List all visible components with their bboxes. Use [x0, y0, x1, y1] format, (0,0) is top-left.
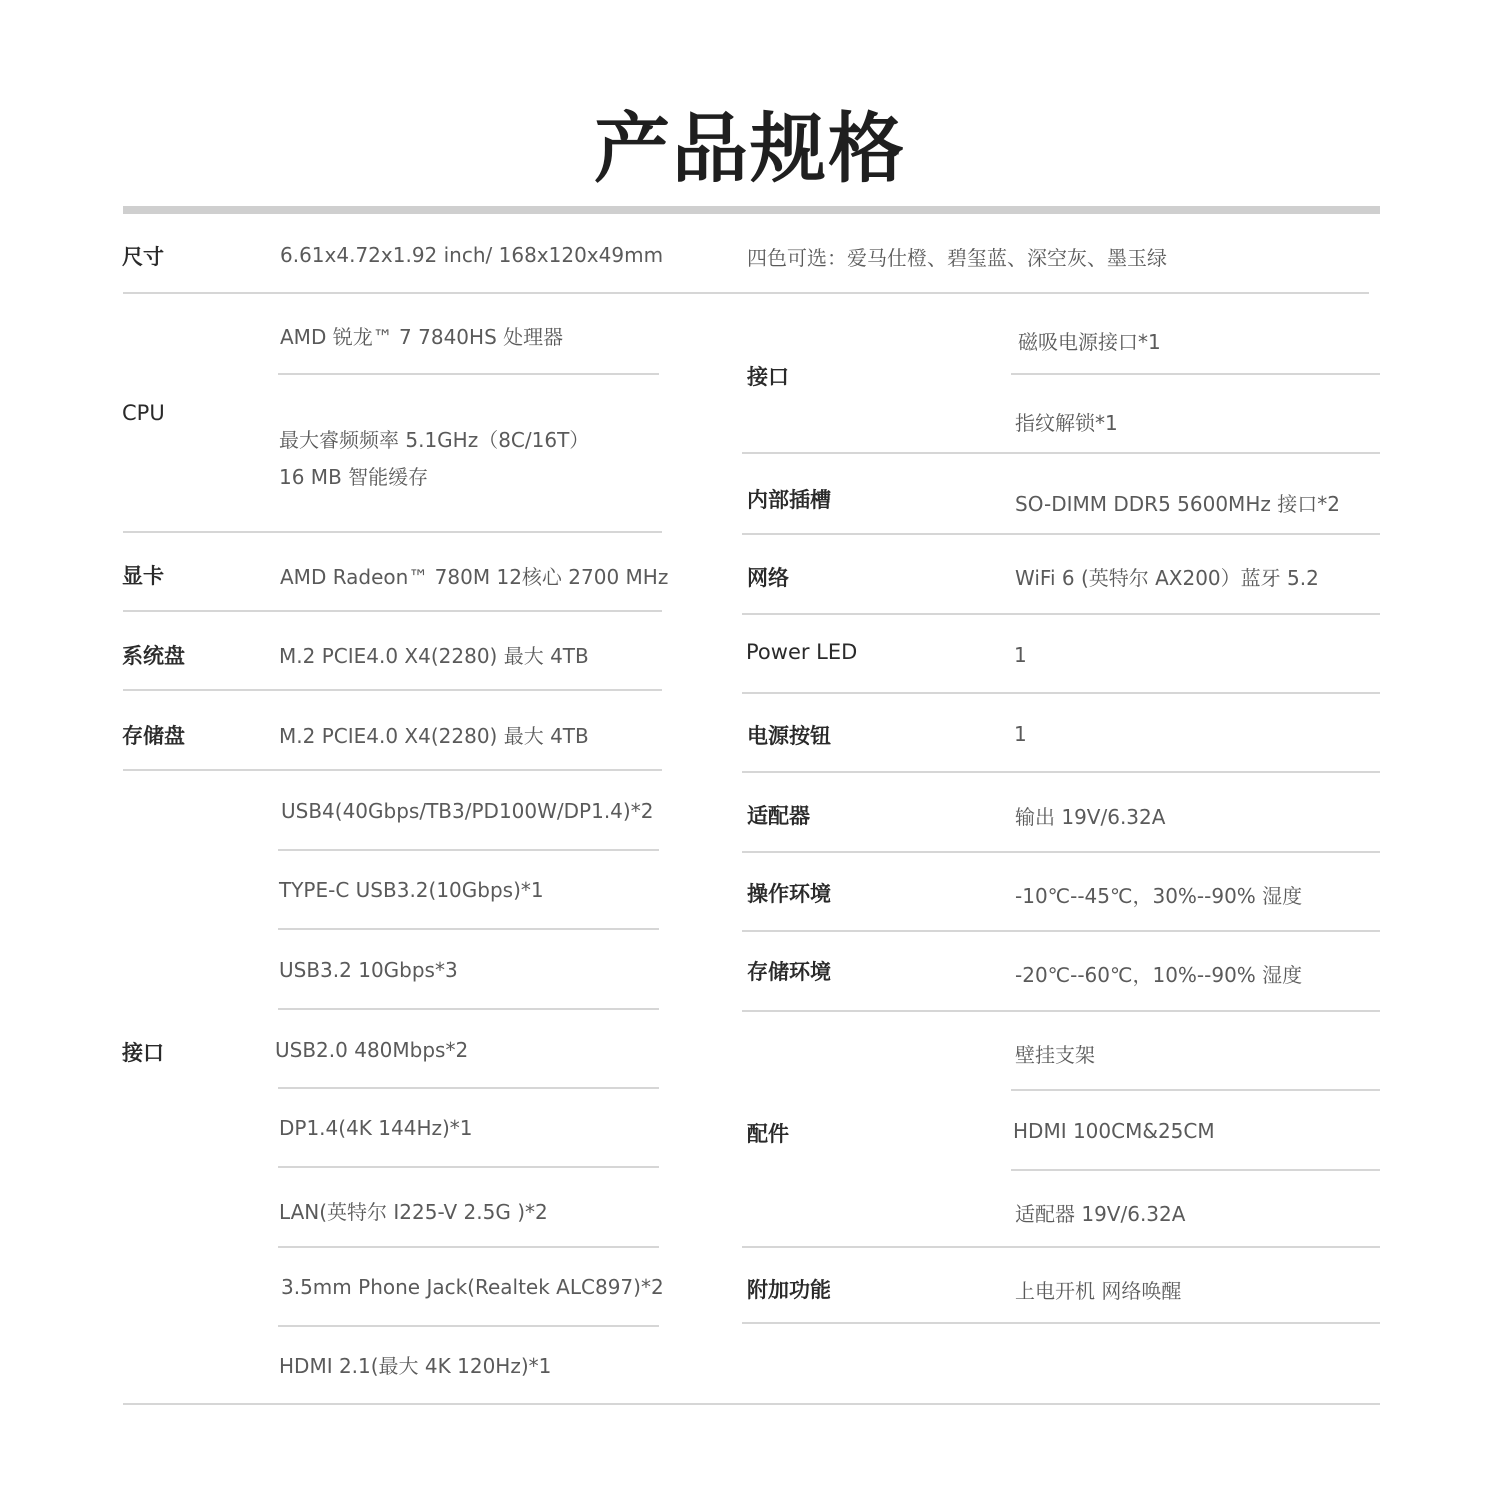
row-divider [742, 533, 1380, 535]
port-right-item: 指纹解锁*1 [1015, 411, 1118, 435]
title-divider [123, 206, 1380, 214]
system-disk-label: 系统盘 [122, 644, 185, 668]
ports-label: 接口 [122, 1041, 164, 1065]
power-led-value: 1 [1014, 643, 1027, 667]
port-item: HDMI 2.1(最大 4K 120Hz)*1 [279, 1354, 552, 1378]
accessories-label: 配件 [747, 1122, 789, 1146]
slots-value: SO-DIMM DDR5 5600MHz 接口*2 [1015, 492, 1340, 516]
storage-env-value: -20℃--60℃，10%--90% 湿度 [1015, 963, 1303, 987]
cpu-model: AMD 锐龙™ 7 7840HS 处理器 [280, 325, 564, 349]
row-divider [742, 452, 1380, 454]
row-divider [278, 928, 659, 930]
network-label: 网络 [747, 566, 789, 590]
row-divider [278, 1166, 659, 1168]
row-divider [742, 613, 1380, 615]
bottom-divider [123, 1403, 1380, 1405]
accessory-item: 壁挂支架 [1015, 1043, 1095, 1067]
power-button-label: 电源按钮 [747, 724, 831, 748]
page-title: 产品规格 [594, 104, 906, 193]
extra-features-label: 附加功能 [747, 1278, 831, 1302]
row-divider [278, 1008, 659, 1010]
ports-right-label: 接口 [747, 365, 789, 389]
row-divider [742, 930, 1380, 932]
adapter-value: 输出 19V/6.32A [1015, 805, 1166, 829]
gpu-label: 显卡 [122, 564, 164, 588]
accessory-item: HDMI 100CM&25CM [1013, 1119, 1215, 1143]
port-item: USB3.2 10Gbps*3 [279, 958, 458, 982]
color-options: 四色可选：爱马仕橙、碧玺蓝、深空灰、墨玉绿 [747, 246, 1167, 270]
size-value: 6.61x4.72x1.92 inch/ 168x120x49mm [280, 243, 664, 267]
cpu-label: CPU [122, 401, 165, 425]
operating-env-value: -10℃--45℃，30%--90% 湿度 [1015, 884, 1303, 908]
row-divider [742, 1246, 1380, 1248]
row-divider [123, 689, 662, 691]
row-divider [742, 692, 1380, 694]
power-led-label: Power LED [746, 640, 858, 664]
port-right-item: 磁吸电源接口*1 [1018, 330, 1161, 354]
row-divider [123, 531, 662, 533]
system-disk-value: M.2 PCIE4.0 X4(2280) 最大 4TB [279, 644, 589, 668]
row-divider [742, 1322, 1380, 1324]
row-divider [278, 1087, 659, 1089]
operating-env-label: 操作环境 [747, 882, 831, 906]
row-divider [1011, 373, 1380, 375]
port-item: TYPE-C USB3.2(10Gbps)*1 [279, 878, 544, 902]
row-divider [1011, 1089, 1380, 1091]
storage-disk-value: M.2 PCIE4.0 X4(2280) 最大 4TB [279, 724, 589, 748]
row-divider [742, 851, 1380, 853]
cpu-cache: 16 MB 智能缓存 [279, 465, 429, 489]
row-divider [123, 610, 662, 612]
power-button-value: 1 [1014, 722, 1027, 746]
row-divider [278, 849, 659, 851]
row-divider [278, 373, 659, 375]
port-item: LAN(英特尔 I225-V 2.5G )*2 [279, 1200, 548, 1224]
adapter-label: 适配器 [747, 804, 810, 828]
row-divider [123, 769, 662, 771]
storage-env-label: 存储环境 [747, 960, 831, 984]
port-item: 3.5mm Phone Jack(Realtek ALC897)*2 [281, 1275, 664, 1299]
row-divider [278, 1246, 659, 1248]
size-label: 尺寸 [122, 245, 164, 269]
gpu-value: AMD Radeon™ 780M 12核心 2700 MHz [280, 565, 669, 589]
network-value: WiFi 6 (英特尔 AX200）蓝牙 5.2 [1015, 566, 1319, 590]
storage-disk-label: 存储盘 [122, 724, 185, 748]
row-divider [278, 1325, 659, 1327]
slots-label: 内部插槽 [747, 488, 831, 512]
row-divider [123, 292, 1369, 294]
port-item: DP1.4(4K 144Hz)*1 [279, 1116, 473, 1140]
accessory-item: 适配器 19V/6.32A [1015, 1202, 1186, 1226]
port-item: USB2.0 480Mbps*2 [275, 1038, 469, 1062]
row-divider [742, 771, 1380, 773]
row-divider [1011, 1169, 1380, 1171]
extra-features-value: 上电开机 网络唤醒 [1015, 1279, 1182, 1303]
port-item: USB4(40Gbps/TB3/PD100W/DP1.4)*2 [281, 799, 654, 823]
row-divider [742, 1010, 1380, 1012]
cpu-frequency: 最大睿频频率 5.1GHz（8C/16T） [279, 428, 590, 452]
